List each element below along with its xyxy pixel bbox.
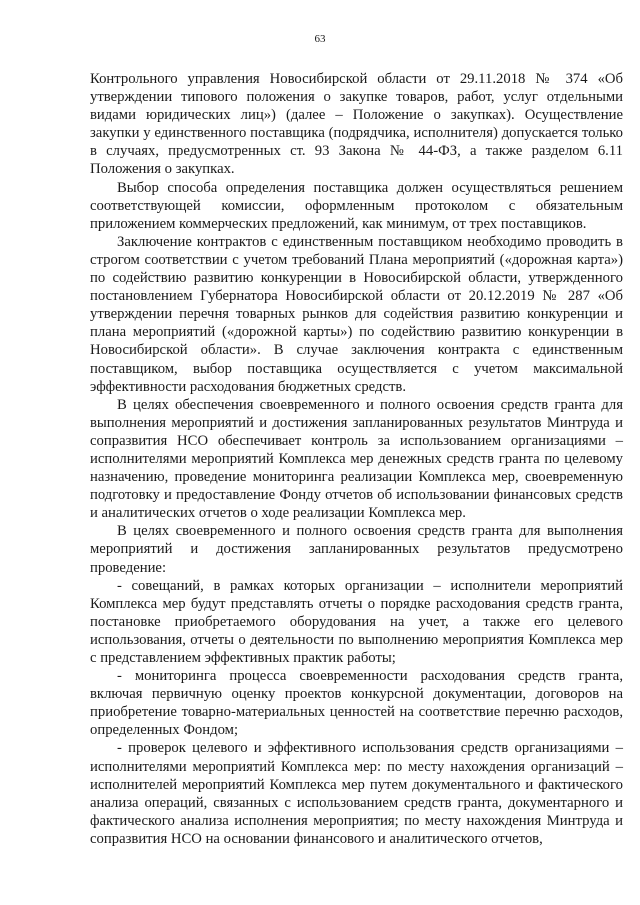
- paragraph: Контрольного управления Новосибирской области от 29.11.2018 № 374 «Об утверждении типового положения о закупке товаров, работ, услуг отдельными видами юридических лиц») (далее – Положение о закупках). Осуществление закупки у единственного поставщика (подрядчика, исполнителя) допускается только в случаях, предусмотренных ст. 93 Закона № 44-ФЗ, а также разделом 6.11 Положения о закупках.: [90, 71, 623, 178]
- list-item: - мониторинга процесса своевременности расходования средств гранта, включая первичную оценку проектов конкурсной документации, договоров на приобретение товарно-материальных ценностей на соответствие перечню расходов, определенных Фондом;: [90, 668, 623, 739]
- page-number: 63: [314, 33, 326, 45]
- paragraph: Заключение контрактов с единственным поставщиком необходимо проводить в строгом соответствии с учетом требований Плана мероприятий («дорожная карта») по содействию развитию конкуренции в Новосибирской области, утвержденного постановлением Губернатора Новосибирской области от 20.12.2019 № 287 «Об утверждении перечня товарных рынков для содействия развитию конкуренции и плана мероприятий («дорожной карты») по содействию развитию конкуренции в Новосибирской области». В случае заключения контракта с единственным поставщиком, выбор поставщика осуществляется с учетом максимальной эффективности расходования бюджетных средств.: [90, 233, 623, 395]
- paragraph: В целях обеспечения своевременного и полного освоения средств гранта для выполнения мероприятий и достижения запланированных результатов Минтруда и сопразвития НСО обеспечивает контроль за использованием организациями – исполнителями мероприятий Комплекса мер денежных средств гранта по целевому назначению, проведение мониторинга реализации Комплекса мер, своевременную подготовку и предоставление Фонду отчетов об использовании финансовых средств и аналитических отчетов о ходе реализации Комплекса мер.: [90, 396, 623, 522]
- list-item: - совещаний, в рамках которых организации – исполнители мероприятий Комплекса мер будут представлять отчеты о порядке расходования средств гранта, постановке приобретаемого оборудования на учет, а также его целевого использования, отчеты о деятельности по выполнению мероприятия Комплекса мер с представлением эффективных практик работы;: [90, 577, 623, 666]
- list-item: - проверок целевого и эффективного использования средств организациями – исполнителями мероприятий Комплекса мер: по месту нахождения организаций – исполнителей мероприятий Комплекса мер путем документального и фактического анализа операций, связанных с использованием средств гранта, документарного и фактического анализа исполнения мероприятия; по месту нахождения Минтруда и сопразвития НСО на основании финансового и аналитического отчетов,: [90, 740, 623, 847]
- paragraph: Выбор способа определения поставщика должен осуществляться решением соответствующей комиссии, оформленным протоколом с обязательным приложением коммерческих предложений, как минимум, от трех поставщиков.: [90, 179, 623, 232]
- paragraph: В целях своевременного и полного освоения средств гранта для выполнения мероприятий и достижения запланированных результатов предусмотрено проведение:: [90, 523, 623, 576]
- document-body: [90, 70, 623, 848]
